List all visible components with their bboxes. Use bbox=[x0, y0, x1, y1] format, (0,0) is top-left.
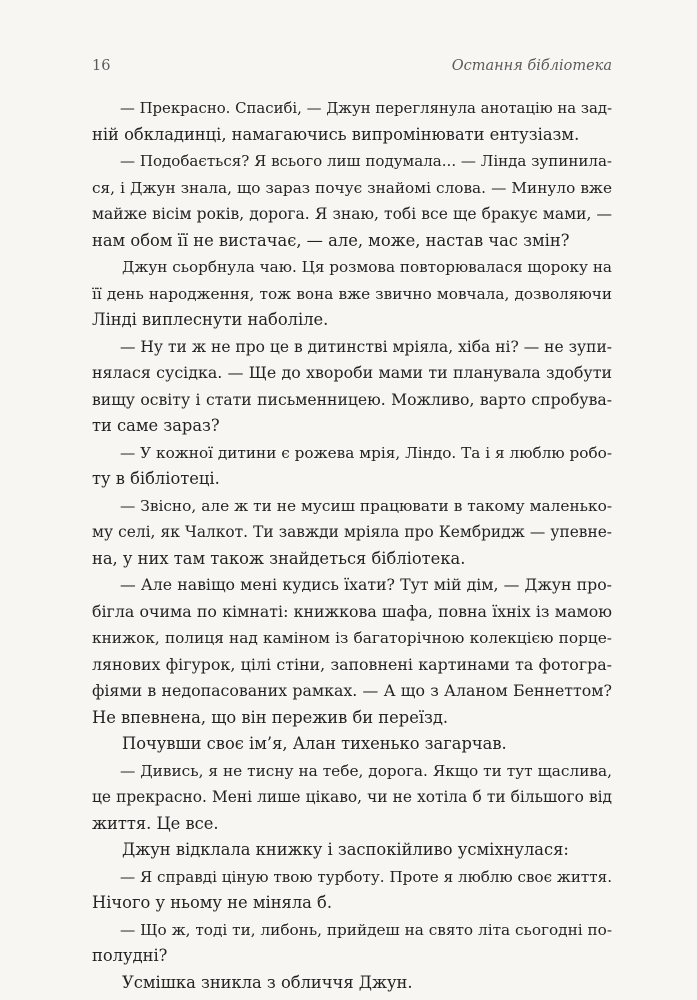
text-line: Усмішка зникла з обличчя Джун. bbox=[122, 972, 413, 992]
text-line: Нічого у ньому не міняла б. bbox=[92, 893, 333, 912]
body-text bbox=[92, 95, 612, 996]
text-line: — Прекрасно. Спасибі, — Джун переглянула анотацію на зад- bbox=[120, 99, 612, 117]
text-line: полудні? bbox=[92, 946, 168, 965]
text-line: — Я справді ціную твою турботу. Проте я люблю своє життя. bbox=[120, 867, 612, 886]
text-line: на, у них там також знайдеться бібліотека. bbox=[92, 548, 466, 568]
text-line: — Звісно, але ж ти не мусиш працювати в такому маленько- bbox=[120, 496, 612, 515]
text-line: фіями в недопасованих рамках. — А що з Аланом Беннеттом? bbox=[92, 681, 612, 700]
text-line: Почувши своє ім’я, Алан тихенько загарчав. bbox=[122, 734, 507, 753]
text-line: життя. Це все. bbox=[92, 813, 219, 833]
text-line: — Дивись, я не тисну на тебе, дорога. Якщо ти тут щаслива, bbox=[120, 761, 612, 780]
text-line: бігла очима по кімнаті: книжкова шафа, повна їхніх із мамою bbox=[92, 601, 612, 621]
text-line: — У кожної дитини є рожева мрія, Ліндо. Та і я люблю робо- bbox=[120, 443, 612, 462]
text-line: — Ну ти ж не про це в дитинстві мріяла, хіба ні? — не зупи- bbox=[120, 337, 612, 356]
text-line: ти саме зараз? bbox=[92, 416, 220, 435]
text-line: му селі, як Чалкот. Ти завжди мріяла про Кембридж — упевне- bbox=[92, 523, 612, 541]
text-line: ту в бібліотеці. bbox=[92, 469, 220, 488]
text-line: нялася сусідка. — Ще до хвороби мами ти планувала здобути bbox=[92, 363, 612, 382]
text-line: — Що ж, тоді ти, либонь, прийдеш на свято літа сьогодні по- bbox=[120, 920, 612, 939]
text-line: ся, і Джун знала, що зараз почує знайомі слова. — Минуло вже bbox=[92, 178, 612, 197]
text-line: ній обкладинці, намагаючись випромінювати ентузіазм. bbox=[92, 124, 580, 144]
page-number: 16 bbox=[92, 58, 111, 74]
running-title: Остання бібліотека bbox=[451, 58, 612, 74]
text-line: лянових фігурок, цілі стіни, заповнені картинами та фотогра- bbox=[92, 654, 612, 674]
text-line: вищу освіту і стати письменницею. Можливо, варто спробува- bbox=[92, 389, 612, 409]
text-line: це прекрасно. Мені лише цікаво, чи не хотіла б ти більшого від bbox=[92, 788, 612, 806]
text-line: — Подобається? Я всього лиш подумала... — Лінда зупинила- bbox=[120, 152, 612, 170]
text-line: Джун сьорбнула чаю. Ця розмова повторювалася щороку на bbox=[122, 258, 612, 276]
text-line: Джун відклала книжку і заспокійливо усміхнулася: bbox=[122, 840, 569, 859]
text-line: — Але навіщо мені кудись їхати? Тут мій дім, — Джун про- bbox=[120, 575, 612, 594]
text-line: Лінді виплеснути наболіле. bbox=[92, 310, 329, 329]
text-line: Не впевнена, що він пережив би переїзд. bbox=[92, 707, 449, 727]
text-line: книжок, полиця над каміном із багаторічною колекцією порце- bbox=[92, 629, 612, 647]
text-line: її день народження, тож вона вже звично мовчала, дозволяючи bbox=[92, 284, 612, 303]
page-header bbox=[92, 58, 612, 82]
text-line: нам обом її не вистачає, — але, може, настав час змін? bbox=[92, 230, 570, 250]
text-line: майже вісім років, дорога. Я знаю, тобі все ще бракує мами, — bbox=[92, 205, 612, 223]
